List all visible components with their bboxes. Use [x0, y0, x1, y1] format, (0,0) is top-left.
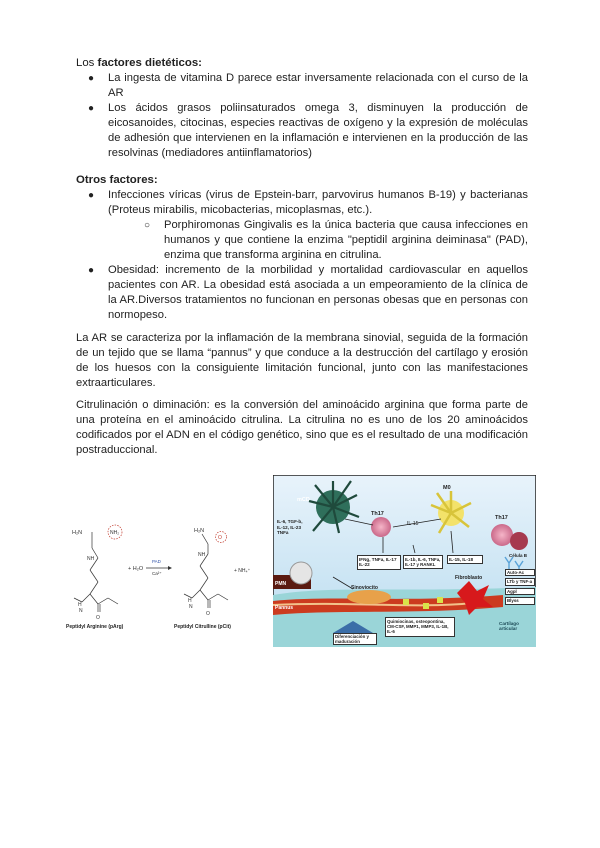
b-cell-label: Célula B: [509, 553, 528, 558]
paragraph-text: La AR se caracteriza por la inflamación de la membrana sinovial, seguida de la formación de un tejido que se llama “pannus” y que conduce a la destrucción del cartílago y erosión de los huesos con la consiguiente limitación funcional, junto con las manifestaciones extraarticulares.: [76, 332, 528, 389]
h-label: H: [78, 602, 82, 608]
cytokine-box-2-text: IL-1b, IL-6, TNFa, IL-17 y RANKL: [403, 555, 443, 569]
cytokine-box-1: [357, 555, 401, 575]
pannus-label: Pannus: [275, 605, 294, 611]
dietary-list: [76, 71, 528, 161]
cytokine-box-1-text: IFNg, TNFa, IL-17 IL-22: [357, 555, 401, 570]
nh-label: NH: [87, 556, 95, 562]
list-item-text: Obesidad: incremento de la morbilidad y mortalidad cardiovascular en aquellos pacientes con AR. La obesidad está asociada a un empeoramiento de la clínica de la AR.Diversos tratamientos no funcionan en personas obesas que en personas con normopeso.: [108, 264, 528, 321]
h2n-label: H₂N: [72, 530, 83, 536]
b-cell-icon: [510, 532, 528, 550]
chemokines-box: [385, 617, 455, 637]
th17-left-cell-icon: [371, 517, 391, 537]
circle-bullet-icon: ○: [144, 220, 151, 231]
o-label: O: [96, 615, 100, 621]
pmn-label: PMN: [275, 581, 287, 587]
enzyme-label: PAD: [152, 559, 161, 564]
h-right-label: H: [188, 598, 192, 604]
cartilage-label: Cartílago articular: [499, 621, 519, 632]
mcd-label: mCD: [297, 497, 310, 503]
plus-nh4: + NH₄⁺: [234, 568, 251, 574]
o-right-label: O: [206, 611, 210, 617]
cytokine-box-2: [403, 555, 443, 579]
sub-list: [108, 218, 528, 263]
o-circle-label: O: [218, 535, 222, 541]
list-item-text: La ingesta de vitamina D parece estar inversamente relacionada con el curso de la AR: [108, 72, 528, 99]
citrullination-reaction-figure: [62, 512, 272, 632]
m0-label: M0: [443, 485, 451, 491]
il15-label: IL-15: [407, 521, 419, 527]
list-item: [76, 71, 528, 101]
cartilage-label-box: [499, 621, 535, 635]
paragraph-text: Citrulinación o diminación: es la conversión del aminoácido arginina que forma parte de una proteína en el aminoácido citrulina. La citrulina no es uno de los 20 aminoácidos codificados por el ADN en el código genético, sino que es el resultado de una modificación postraduccional.: [76, 399, 528, 456]
plus-h2o: + H₂O: [128, 566, 144, 572]
synoviocyte-icon: [347, 590, 391, 604]
bullet-icon: ●: [88, 103, 95, 114]
list-item: [76, 263, 528, 323]
cofactor-label: Ca²⁺: [152, 571, 162, 576]
th17-right-label: Th17: [495, 515, 508, 521]
heading-lead: Los: [76, 57, 98, 69]
paragraph-citrulination: [76, 398, 528, 458]
arrow-head-icon: [168, 566, 172, 570]
il-list-box: [277, 519, 307, 553]
ra-pathogenesis-diagram: [273, 475, 536, 647]
paragraph-ar: [76, 331, 528, 391]
differentiation-box: [333, 633, 377, 645]
th17-right-cell-icon: [491, 524, 513, 546]
b-cell-products: [505, 569, 535, 629]
synoviocyte-label: Sinoviocito: [351, 585, 378, 591]
pmn-cell-icon: [290, 562, 312, 584]
nh2-label: NH₂: [110, 530, 120, 536]
bullet-icon: ●: [88, 73, 95, 84]
ltb-label: LTb y TNF-a: [505, 578, 535, 585]
fibroblast-label: Fibroblasto: [455, 575, 483, 581]
section-heading-dietary: [76, 56, 202, 71]
other-factors-list: [76, 188, 528, 323]
section-heading-other: Otros factores:: [76, 174, 158, 186]
list-item-text: Los ácidos grasos poliinsaturados omega 3, disminuyen la producción de eicosanoides, citocinas, especies reactivas de oxígeno y la expresión de moléculas de adhesión que intervienen en la inflamación e intervienen en la producción de las resolvinas (mediadores antiinflamatorios): [108, 102, 528, 159]
bullet-icon: ●: [88, 265, 95, 276]
n-right-label: N: [189, 604, 193, 610]
n-label: N: [79, 608, 83, 614]
chemokines-text: Quimiocinas, osteopontina, CM-CSF, MMP1, MMP3, IL-1B, IL-6: [385, 617, 455, 637]
list-item: [76, 188, 528, 263]
differentiation-text: Diferenciación y maduración: [333, 633, 377, 645]
blyss-label: Blyss: [505, 597, 535, 604]
cytokine-box-3: [447, 555, 483, 567]
citrulline-caption: Peptidyl Citrulline (pCit): [174, 624, 231, 630]
heading-bold: factores dietéticos:: [97, 57, 202, 69]
agpl-label: Agpl: [505, 588, 535, 595]
bullet-icon: ●: [88, 190, 95, 201]
arginine-caption: Peptidyl Arginine (pArg): [66, 624, 124, 630]
auto-ac-label: Auto-Ac: [505, 569, 535, 576]
arginine-structure: [74, 525, 122, 612]
sub-list-item: [132, 218, 528, 263]
th17-left-label: Th17: [371, 511, 384, 517]
h2n-right-label: H₂N: [194, 528, 205, 534]
list-item-text: Infecciones víricas (virus de Epstein-barr, parvovirus humanos B-19) y bacterianas (Proteus mirabilis, micobacterias, micoplasmas, etc.).: [108, 189, 528, 216]
cytokine-box-3-text: IL-15, IL-18: [447, 555, 483, 564]
sub-list-item-text: Porphiromonas Gingivalis es la única bacteria que causa infecciones en humanos y que contiene la enzima "peptidil arginina deiminasa" (PAD), enzima que transforma arginina en citrulina.: [164, 219, 528, 261]
nh-right-label: NH: [198, 552, 206, 558]
citrulline-structure: [184, 532, 228, 609]
il-list-text: IL-6, TGF-b, IL-12, IL-23 TNFa: [277, 519, 303, 535]
list-item: [76, 101, 528, 161]
